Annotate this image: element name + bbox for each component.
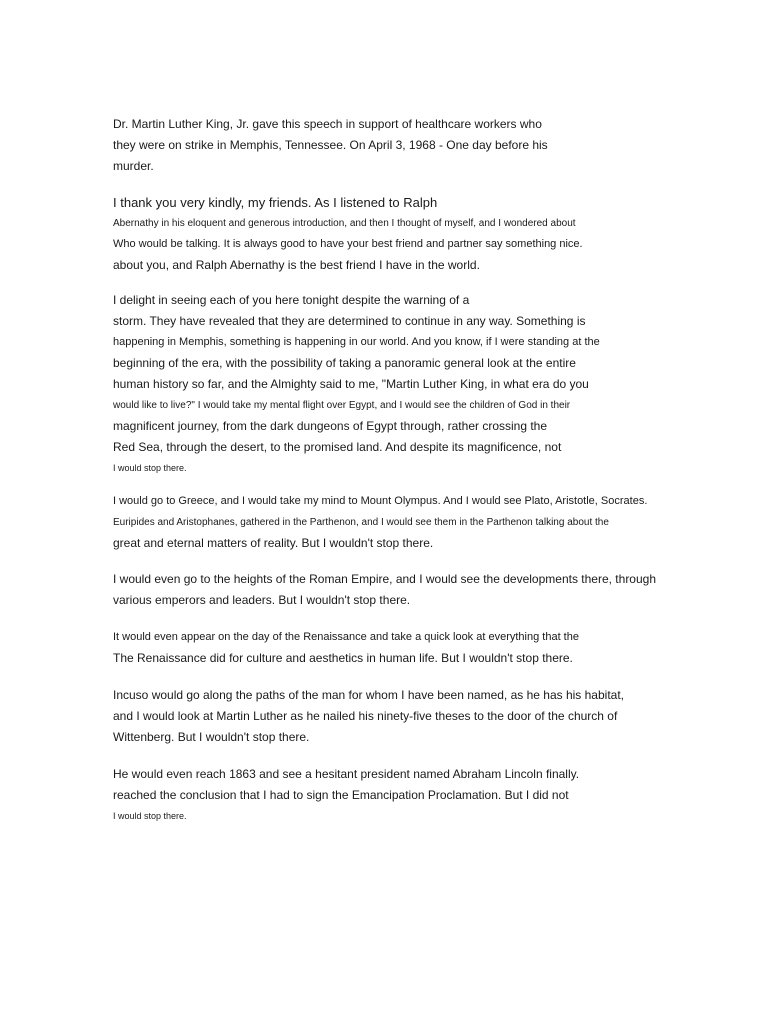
text-line: Who would be talking. It is always good to have your best friend and partner say something nice. bbox=[113, 238, 583, 250]
text-line: would like to live?" I would take my mental flight over Egypt, and I would see the children of God in their bbox=[113, 400, 571, 411]
text-line: I thank you very kindly, my friends. As I listened to Ralph bbox=[113, 195, 438, 210]
text-line: Abernathy in his eloquent and generous introduction, and then I thought of myself, and I wondered about bbox=[113, 218, 576, 229]
text-line: I would stop there. bbox=[113, 811, 187, 821]
paragraph-renaissance bbox=[113, 627, 579, 669]
paragraph-rome bbox=[113, 569, 656, 611]
text-line: magnificent journey, from the dark dungeons of Egypt through, rather crossing the bbox=[113, 419, 548, 433]
text-line: murder. bbox=[113, 159, 154, 173]
text-line: and I would look at Martin Luther as he nailed his ninety-five theses to the door of the church of bbox=[113, 709, 618, 723]
paragraph-luther bbox=[113, 685, 624, 748]
text-line: I would even go to the heights of the Roman Empire, and I would see the developments there, through bbox=[113, 572, 657, 586]
text-line: human history so far, and the Almighty said to me, "Martin Luther King, in what era do you bbox=[113, 377, 589, 391]
text-line: about you, and Ralph Abernathy is the best friend I have in the world. bbox=[113, 258, 480, 272]
text-line: beginning of the era, with the possibility of taking a panoramic general look at the entire bbox=[113, 356, 576, 370]
text-line: Wittenberg. But I wouldn't stop there. bbox=[113, 730, 310, 744]
text-line: He would even reach 1863 and see a hesitant president named Abraham Lincoln finally. bbox=[113, 767, 580, 781]
text-line: I would stop there. bbox=[113, 463, 187, 473]
text-line: they were on strike in Memphis, Tennessee. On April 3, 1968 - One day before his bbox=[113, 138, 548, 152]
paragraph-greece bbox=[113, 491, 647, 554]
text-line: Euripides and Aristophanes, gathered in the Parthenon, and I would see them in the Parthenon talking about the bbox=[113, 517, 609, 528]
text-line: I delight in seeing each of you here tonight despite the warning of a bbox=[113, 293, 470, 307]
text-line: storm. They have revealed that they are determined to continue in any way. Something is bbox=[113, 314, 586, 328]
text-line: The Renaissance did for culture and aesthetics in human life. But I wouldn't stop there. bbox=[113, 651, 573, 665]
text-line: various emperors and leaders. But I wouldn't stop there. bbox=[113, 593, 411, 607]
paragraph-delight bbox=[113, 290, 600, 479]
paragraph-thanks bbox=[113, 192, 583, 276]
text-line: reached the conclusion that I had to sign the Emancipation Proclamation. But I did not bbox=[113, 788, 569, 802]
text-line: It would even appear on the day of the Renaissance and take a quick look at everything that the bbox=[113, 631, 579, 643]
text-line: Incuso would go along the paths of the man for whom I have been named, as he has his habitat, bbox=[113, 688, 624, 702]
text-line: happening in Memphis, something is happening in our world. And you know, if I were standing at the bbox=[113, 336, 600, 348]
text-line: Dr. Martin Luther King, Jr. gave this speech in support of healthcare workers who bbox=[113, 117, 542, 131]
text-line: Red Sea, through the desert, to the promised land. And despite its magnificence, not bbox=[113, 440, 562, 454]
text-line: great and eternal matters of reality. But I wouldn't stop there. bbox=[113, 536, 434, 550]
paragraph-intro bbox=[113, 114, 548, 177]
text-line: I would go to Greece, and I would take my mind to Mount Olympus. And I would see Plato, Aristotle, Socrates. bbox=[113, 495, 648, 507]
paragraph-lincoln bbox=[113, 764, 579, 827]
